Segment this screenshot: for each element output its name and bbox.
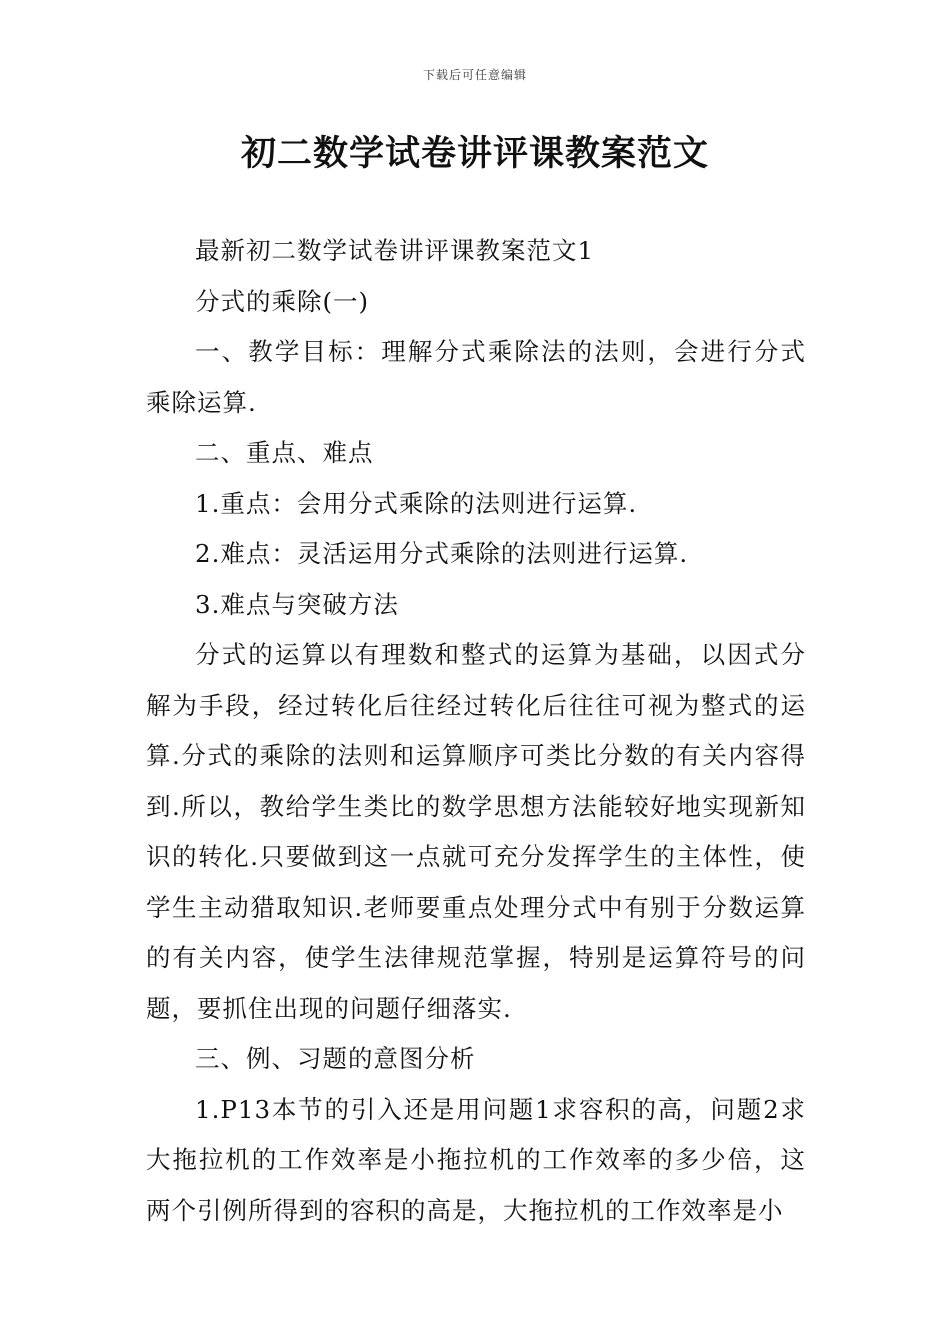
paragraph-key-point: 1.重点：会用分式乘除的法则进行运算. bbox=[195, 488, 638, 518]
paragraph-difficulty: 2.难点：灵活运用分式乘除的法则进行运算. bbox=[195, 539, 689, 568]
paragraph-subtitle: 最新初二数学试卷讲评课教案范文1 bbox=[195, 236, 595, 265]
paragraph-breakthrough-body: 分式的运算以有理数和整式的运算为基础，以因式分解为手段，经过转化后往经过转化后往往可视为整式的运算.分式的乘除的法则和运算顺序可类比分数的有关内容得到.所以，教给学生类比的数学思想方法能较好地实现新知识的转化.只要做到这一点就可充分发挥学生的主体性，使学生主动猎取知识.老师要重点处理分式中有别于分数运算的有关内容，使学生法律规范掌握，特别是运算符号的问题，要抓住出现的问题仔细落实. bbox=[146, 640, 806, 1023]
header-note: 下载后可任意编辑 bbox=[422, 68, 527, 82]
paragraph-breakthrough-heading: 3.难点与突破方法 bbox=[195, 589, 399, 619]
paragraph-exercise-body: 1.P13本节的引入还是用问题1求容积的高，问题2求大拖拉机的工作效率是小拖拉机的工作效率的多少倍，这两个引例所得到的容积的高是，大拖拉机的工作效率是小 bbox=[146, 1094, 806, 1225]
paragraph-key-points-heading: 二、重点、难点 bbox=[195, 438, 374, 467]
document-body bbox=[146, 226, 806, 1236]
paragraph-teaching-goal: 一、教学目标：理解分式乘除法的法则，会进行分式乘除运算. bbox=[146, 337, 806, 417]
paragraph-lesson-title: 分式的乘除(一) bbox=[195, 286, 370, 316]
paragraph-exercise-heading: 三、例、习题的意图分析 bbox=[195, 1044, 476, 1073]
document-title: 初二数学试卷讲评课教案范文 bbox=[240, 133, 709, 174]
